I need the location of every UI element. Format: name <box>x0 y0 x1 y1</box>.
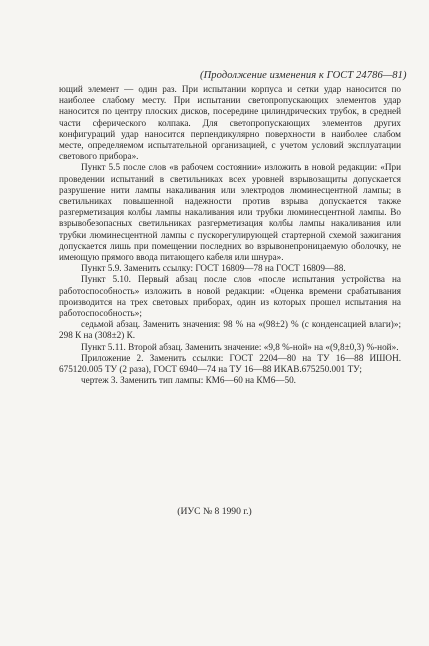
paragraph-continued-impact-test: ющий элемент — один раз. При испытании корпуса и сетки удар наносится по наиболее слабому месту. При испытании светопропускающих элементов удар наносится по центру плоских дисков, посередине цилиндрических трубок, в средней части сферического колпака. Для светопропускающих элементов других конфигураций удар наносится перпендикулярно поверхности в наиболее слабом месте, определяемом испытательной организацией, с учетом условий эксплуатации светового прибора». <box>59 84 401 162</box>
document-body <box>59 84 401 386</box>
continuation-header: (Продолжение изменения к ГОСТ 24786—81) <box>200 70 407 81</box>
paragraph-item-5-10: Пункт 5.10. Первый абзац после слов «после испытания устройства на работоспособность» изложить в новой редакции: «Оценка времени срабатывания производится на трех световых приборах, один из которых прошел испытания на работоспособность»; <box>59 274 401 319</box>
paragraph-item-5-11: Пункт 5.11. Второй абзац. Заменить значение: «9,8 %-ной» на «(9,8±0,3) %-ной». <box>81 341 399 352</box>
paragraph-item-5-5: Пункт 5.5 после слов «в рабочем состоянии» изложить в новой редакции: «При проведении испытаний в светильниках всех уровней взрывозащиты допускается разрушение нити лампы накаливания или электродов люминесцентной лампы; в светильниках повышенной надежности против взрыва допускается также разгерметизация колбы лампы накаливания или трубки люминесцентной лампы. Во взрывобезопасных светильниках разгерметизация колбы лампы накаливания или трубки люминесцентной лампы с пускорегулирующей стартерной схемой зажигания допускается лишь при помещении последних во взрывонепроницаемую оболочку, не имеющую прямого ввода питающего кабеля или шнура». <box>59 162 401 263</box>
paragraph-seventh-clause: седьмой абзац. Заменить значения: 98 % на «(98±2) % (с конденсацией влаги)»; 298 К на (308±2) К. <box>59 319 401 341</box>
paragraph-item-5-9: Пункт 5.9. Заменить ссылку: ГОСТ 16809—78 на ГОСТ 16809—88. <box>81 263 346 274</box>
paragraph-appendix-2: Приложение 2. Заменить ссылки: ГОСТ 2204—80 на ТУ 16—88 ИШОН. 675120.005 ТУ (2 раза), ГОСТ 6940—74 на ТУ 16—88 ИКАВ.675250.001 ТУ; <box>59 352 401 375</box>
publication-reference: (ИУС № 8 1990 г.) <box>177 506 252 517</box>
paragraph-drawing-3: чертеж 3. Заменить тип лампы: КМ6—60 на КМ6—50. <box>81 375 296 386</box>
